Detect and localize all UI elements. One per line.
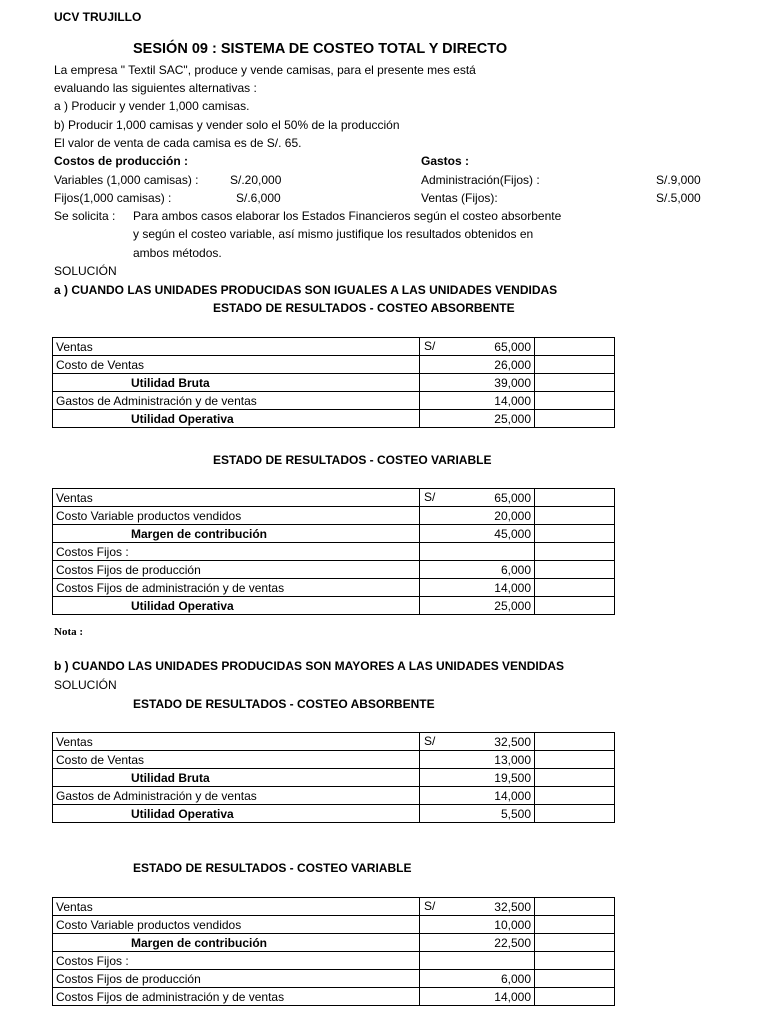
row-label: Costos Fijos de producción	[53, 970, 420, 988]
empty-cell	[535, 410, 615, 428]
row-label: Costos Fijos :	[53, 543, 420, 561]
amount-value: 25,000	[494, 598, 531, 613]
request-line: ambos métodos.	[133, 246, 222, 260]
sales-fixed-value: S/.5,000	[656, 191, 701, 205]
amount-value: 13,000	[494, 752, 531, 767]
row-label: Ventas	[53, 489, 420, 507]
row-amount	[420, 392, 535, 410]
income-statement-table	[52, 488, 615, 615]
admin-value: S/.9,000	[656, 173, 701, 187]
fixed-label: Fijos(1,000 camisas) :	[54, 191, 172, 205]
empty-cell	[535, 543, 615, 561]
table-row	[53, 898, 615, 916]
row-label: Costo de Ventas	[53, 356, 420, 374]
table-row	[53, 525, 615, 543]
empty-cell	[535, 489, 615, 507]
statement-title: ESTADO DE RESULTADOS - COSTEO VARIABLE	[133, 861, 412, 875]
row-amount	[420, 952, 535, 970]
row-label: Costo Variable productos vendidos	[53, 916, 420, 934]
amount-value: 14,000	[494, 580, 531, 595]
nota-label: Nota :	[54, 626, 84, 638]
table-row	[53, 410, 615, 428]
part-b-heading: b ) CUANDO LAS UNIDADES PRODUCIDAS SON MAYORES A LAS UNIDADES VENDIDAS	[54, 659, 565, 673]
row-amount	[420, 543, 535, 561]
row-label: Gastos de Administración y de ventas	[53, 392, 420, 410]
row-amount	[420, 787, 535, 805]
amount-value: 45,000	[494, 526, 531, 541]
empty-cell	[535, 374, 615, 392]
row-amount	[420, 970, 535, 988]
empty-cell	[535, 751, 615, 769]
row-amount	[420, 579, 535, 597]
empty-cell	[535, 525, 615, 543]
empty-cell	[535, 338, 615, 356]
row-amount	[420, 525, 535, 543]
page-title: SESIÓN 09 : SISTEMA DE COSTEO TOTAL Y DIRECTO	[133, 41, 508, 57]
table-row	[53, 916, 615, 934]
amount-value: 39,000	[494, 375, 531, 390]
request-line: Para ambos casos elaborar los Estados Financieros según el costeo absorbente	[133, 209, 562, 223]
income-statement-table	[52, 732, 615, 823]
amount-value: 32,500	[494, 734, 531, 749]
row-label: Ventas	[53, 733, 420, 751]
table-row	[53, 579, 615, 597]
row-amount	[420, 769, 535, 787]
row-amount	[420, 410, 535, 428]
row-label: Costos Fijos de administración y de ventas	[53, 988, 420, 1006]
production-costs-title: Costos de producción :	[54, 154, 189, 168]
table-row	[53, 392, 615, 410]
row-label: Costos Fijos :	[53, 952, 420, 970]
statement-title: ESTADO DE RESULTADOS - COSTEO ABSORBENTE	[133, 697, 435, 711]
sales-fixed-label: Ventas (Fijos):	[421, 191, 498, 205]
income-statement-table	[52, 897, 615, 1006]
table-row	[53, 597, 615, 615]
expenses-title: Gastos :	[421, 154, 470, 168]
row-label: Costo Variable productos vendidos	[53, 507, 420, 525]
row-amount	[420, 988, 535, 1006]
empty-cell	[535, 916, 615, 934]
row-amount	[420, 934, 535, 952]
amount-value: 32,500	[494, 899, 531, 914]
solucion-label: SOLUCIÓN	[54, 678, 117, 692]
amount-value: 6,000	[500, 562, 531, 577]
amount-value: 14,000	[494, 393, 531, 408]
row-label: Utilidad Operativa	[53, 597, 420, 615]
statement-title: ESTADO DE RESULTADOS - COSTEO ABSORBENTE	[213, 301, 515, 315]
table-row	[53, 934, 615, 952]
table-row	[53, 338, 615, 356]
row-amount	[420, 751, 535, 769]
row-label: Utilidad Bruta	[53, 769, 420, 787]
table-row	[53, 952, 615, 970]
row-amount	[420, 916, 535, 934]
table-row	[53, 507, 615, 525]
intro-line: El valor de venta de cada camisa es de S/. 65.	[54, 136, 302, 150]
row-amount	[420, 356, 535, 374]
row-amount	[420, 898, 535, 916]
empty-cell	[535, 970, 615, 988]
row-label: Margen de contribución	[53, 525, 420, 543]
intro-line: b) Producir 1,000 camisas y vender solo el 50% de la producción	[54, 118, 400, 132]
row-amount	[420, 597, 535, 615]
row-amount	[420, 338, 535, 356]
table-row	[53, 988, 615, 1006]
row-label: Ventas	[53, 898, 420, 916]
empty-cell	[535, 952, 615, 970]
currency-symbol: S/	[424, 490, 436, 504]
row-label: Costos Fijos de administración y de ventas	[53, 579, 420, 597]
empty-cell	[535, 392, 615, 410]
amount-value: 65,000	[494, 339, 531, 354]
table-row	[53, 769, 615, 787]
currency-symbol: S/	[424, 899, 436, 913]
empty-cell	[535, 934, 615, 952]
table-row	[53, 543, 615, 561]
empty-cell	[535, 769, 615, 787]
intro-line: a ) Producir y vender 1,000 camisas.	[54, 99, 250, 113]
request-line: y según el costeo variable, así mismo justifique los resultados obtenidos en	[133, 227, 534, 241]
intro-line: evaluando las siguientes alternativas :	[54, 81, 257, 95]
statement-title: ESTADO DE RESULTADOS - COSTEO VARIABLE	[213, 453, 492, 467]
amount-value: 65,000	[494, 490, 531, 505]
row-amount	[420, 507, 535, 525]
table-row	[53, 970, 615, 988]
org-name: UCV TRUJILLO	[54, 10, 142, 24]
amount-value: 6,000	[500, 971, 531, 986]
solucion-label: SOLUCIÓN	[54, 264, 117, 278]
empty-cell	[535, 988, 615, 1006]
empty-cell	[535, 805, 615, 823]
table-row	[53, 787, 615, 805]
table-row	[53, 374, 615, 392]
empty-cell	[535, 507, 615, 525]
income-statement-table	[52, 337, 615, 428]
empty-cell	[535, 898, 615, 916]
fixed-value: S/.6,000	[236, 191, 281, 205]
variables-value: S/.20,000	[230, 173, 282, 187]
amount-value: 26,000	[494, 357, 531, 372]
empty-cell	[535, 561, 615, 579]
row-label: Costo de Ventas	[53, 751, 420, 769]
row-label: Utilidad Operativa	[53, 805, 420, 823]
amount-value: 14,000	[494, 989, 531, 1004]
table-row	[53, 751, 615, 769]
row-label: Costos Fijos de producción	[53, 561, 420, 579]
empty-cell	[535, 579, 615, 597]
row-label: Utilidad Operativa	[53, 410, 420, 428]
table-row	[53, 805, 615, 823]
empty-cell	[535, 597, 615, 615]
empty-cell	[535, 356, 615, 374]
table-row	[53, 733, 615, 751]
row-label: Gastos de Administración y de ventas	[53, 787, 420, 805]
row-amount	[420, 733, 535, 751]
table-row	[53, 561, 615, 579]
amount-value: 22,500	[494, 935, 531, 950]
currency-symbol: S/	[424, 734, 436, 748]
row-label: Ventas	[53, 338, 420, 356]
row-amount	[420, 805, 535, 823]
row-amount	[420, 561, 535, 579]
amount-value: 14,000	[494, 788, 531, 803]
empty-cell	[535, 787, 615, 805]
table-row	[53, 489, 615, 507]
row-amount	[420, 374, 535, 392]
variables-label: Variables (1,000 camisas) :	[54, 173, 199, 187]
admin-label: Administración(Fijos) :	[421, 173, 540, 187]
amount-value: 25,000	[494, 411, 531, 426]
row-label: Utilidad Bruta	[53, 374, 420, 392]
part-a-heading: a ) CUANDO LAS UNIDADES PRODUCIDAS SON IGUALES A LAS UNIDADES VENDIDAS	[54, 283, 558, 297]
row-amount	[420, 489, 535, 507]
empty-cell	[535, 733, 615, 751]
amount-value: 20,000	[494, 508, 531, 523]
table-row	[53, 356, 615, 374]
amount-value: 5,500	[500, 806, 531, 821]
request-label: Se solicita :	[54, 209, 116, 223]
amount-value: 10,000	[494, 917, 531, 932]
row-label: Margen de contribución	[53, 934, 420, 952]
amount-value: 19,500	[494, 770, 531, 785]
intro-line: La empresa " Textil SAC", produce y vende camisas, para el presente mes está	[54, 63, 476, 77]
currency-symbol: S/	[424, 339, 436, 353]
